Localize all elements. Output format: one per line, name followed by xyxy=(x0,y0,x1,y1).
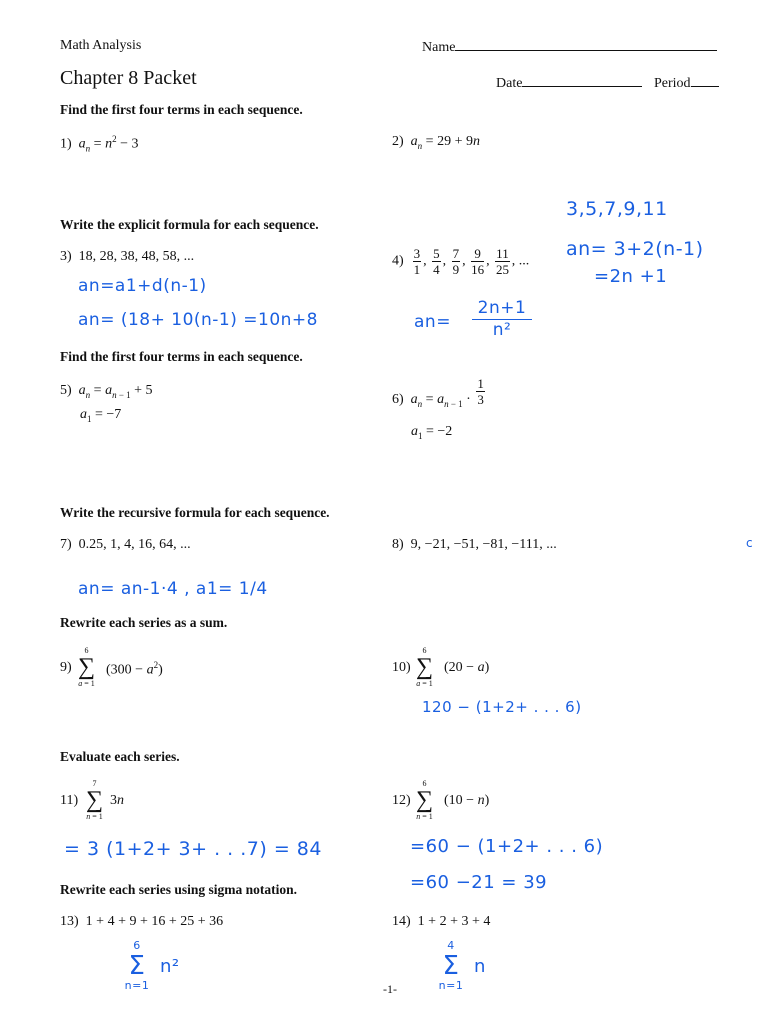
problem-7: 7) 0.25, 1, 4, 16, 64, ... xyxy=(60,537,191,552)
date-field xyxy=(496,74,719,92)
handwritten-answer-3: an= (18+ 10(n-1) =10n+8 xyxy=(78,310,318,330)
problem-5: 5) $a_n = a_{n - 1} + 5$ $a_1 = -7$ xyxy=(60,383,153,424)
problem-6: 6) $a_n = a_{n - 1}$ · $\frac{1}{3}$ xyxy=(392,376,484,409)
handwritten-answer-13-sigma: 6 Σ n=1 xyxy=(122,940,152,992)
problem-10-number: 10) xyxy=(392,660,411,675)
sigma-10: 6 ∑ a = 1 xyxy=(416,646,434,688)
period-label: Period xyxy=(653,76,691,91)
handwritten-sequence: 3,5,7,9,11 xyxy=(566,198,668,220)
date-blank xyxy=(522,74,642,87)
date-label: Date xyxy=(496,76,523,91)
sigma-icon: Σ xyxy=(442,951,460,981)
handwritten-explicit-formula: an=a1+d(n-1) xyxy=(78,276,207,296)
handwritten-answer-12-line2: =60 −21 = 39 xyxy=(410,872,548,893)
section-heading: Find the first four terms in each sequence. xyxy=(60,349,303,364)
problem-6-initial: $a_1 = -2$ xyxy=(411,424,453,441)
problem-14: 14) 1 + 2 + 3 + 4 xyxy=(392,914,491,929)
sigma-icon: Σ xyxy=(128,951,146,981)
problem-4: 4) $\frac{3}{1}$ , $\frac{5}{4}$ , $\frac{7}{9}$ , $\frac{9}{16}$ , $\frac{11}{25}$ , ... xyxy=(392,246,530,277)
sigma-11: 7 ∑ n = 1 xyxy=(86,779,104,821)
sigma-9: 6 ∑ a = 1 xyxy=(78,646,96,688)
handwritten-side-formula: an= 3+2(n-1) xyxy=(566,238,704,260)
problem-8: 8) 9, −21, −51, −81, −111, ... xyxy=(392,537,557,552)
handwritten-answer-13-term: n² xyxy=(160,956,180,977)
problem-1: 1) $a_n = n^2 - 3$ xyxy=(60,134,139,154)
section-heading: Rewrite each series as a sum. xyxy=(60,615,228,630)
section-heading: Find the first four terms in each sequence. xyxy=(60,102,303,117)
section-heading: Write the explicit formula for each sequence. xyxy=(60,217,319,232)
course-name: Math Analysis xyxy=(60,38,142,53)
handwritten-answer-14-sigma: 4 Σ n=1 xyxy=(436,940,466,992)
problem-12-number: 12) xyxy=(392,793,411,808)
problem-11-term: 3n xyxy=(110,793,124,808)
handwritten-answer-10: 120 − (1+2+ . . . 6) xyxy=(422,698,582,716)
problem-13: 13) 1 + 4 + 9 + 16 + 25 + 36 xyxy=(60,914,224,929)
name-label: Name xyxy=(422,40,456,55)
handwritten-answer-4-label: an= xyxy=(414,312,451,332)
handwritten-answer-4-fraction: 2n+1 n² xyxy=(472,298,532,340)
handwritten-answer-14-term: n xyxy=(474,956,486,977)
page-title: Chapter 8 Packet xyxy=(60,67,197,89)
section-heading: Write the recursive formula for each sequence. xyxy=(60,505,330,520)
problem-3: 3) 18, 28, 38, 48, 58, ... xyxy=(60,249,195,264)
problem-9-number: 9) xyxy=(60,660,72,675)
section-heading: Rewrite each series using sigma notation. xyxy=(60,882,297,897)
problem-11-number: 11) xyxy=(60,793,79,808)
sigma-12: 6 ∑ n = 1 xyxy=(416,779,434,821)
name-blank xyxy=(455,38,717,51)
handwritten-answer-12-line1: =60 − (1+2+ . . . 6) xyxy=(410,836,604,857)
handwritten-margin-mark: c xyxy=(746,536,754,550)
period-blank xyxy=(691,74,719,87)
name-field xyxy=(422,38,717,56)
handwritten-side-result: =2n +1 xyxy=(594,266,668,287)
section-heading: Evaluate each series. xyxy=(60,749,180,764)
handwritten-answer-11: = 3 (1+2+ 3+ . . .7) = 84 xyxy=(64,838,322,860)
problem-12-term: (10 − n) xyxy=(444,793,490,808)
problem-10-term: (20 − a) xyxy=(444,660,490,675)
problem-2: 2) $a_n = 29 + 9n$ xyxy=(392,134,480,151)
page-number: -1- xyxy=(383,982,397,996)
handwritten-answer-7: an= an-1·4 , a1= 1/4 xyxy=(78,579,268,599)
problem-9-term: $(300 - a^2)$ xyxy=(106,660,163,678)
